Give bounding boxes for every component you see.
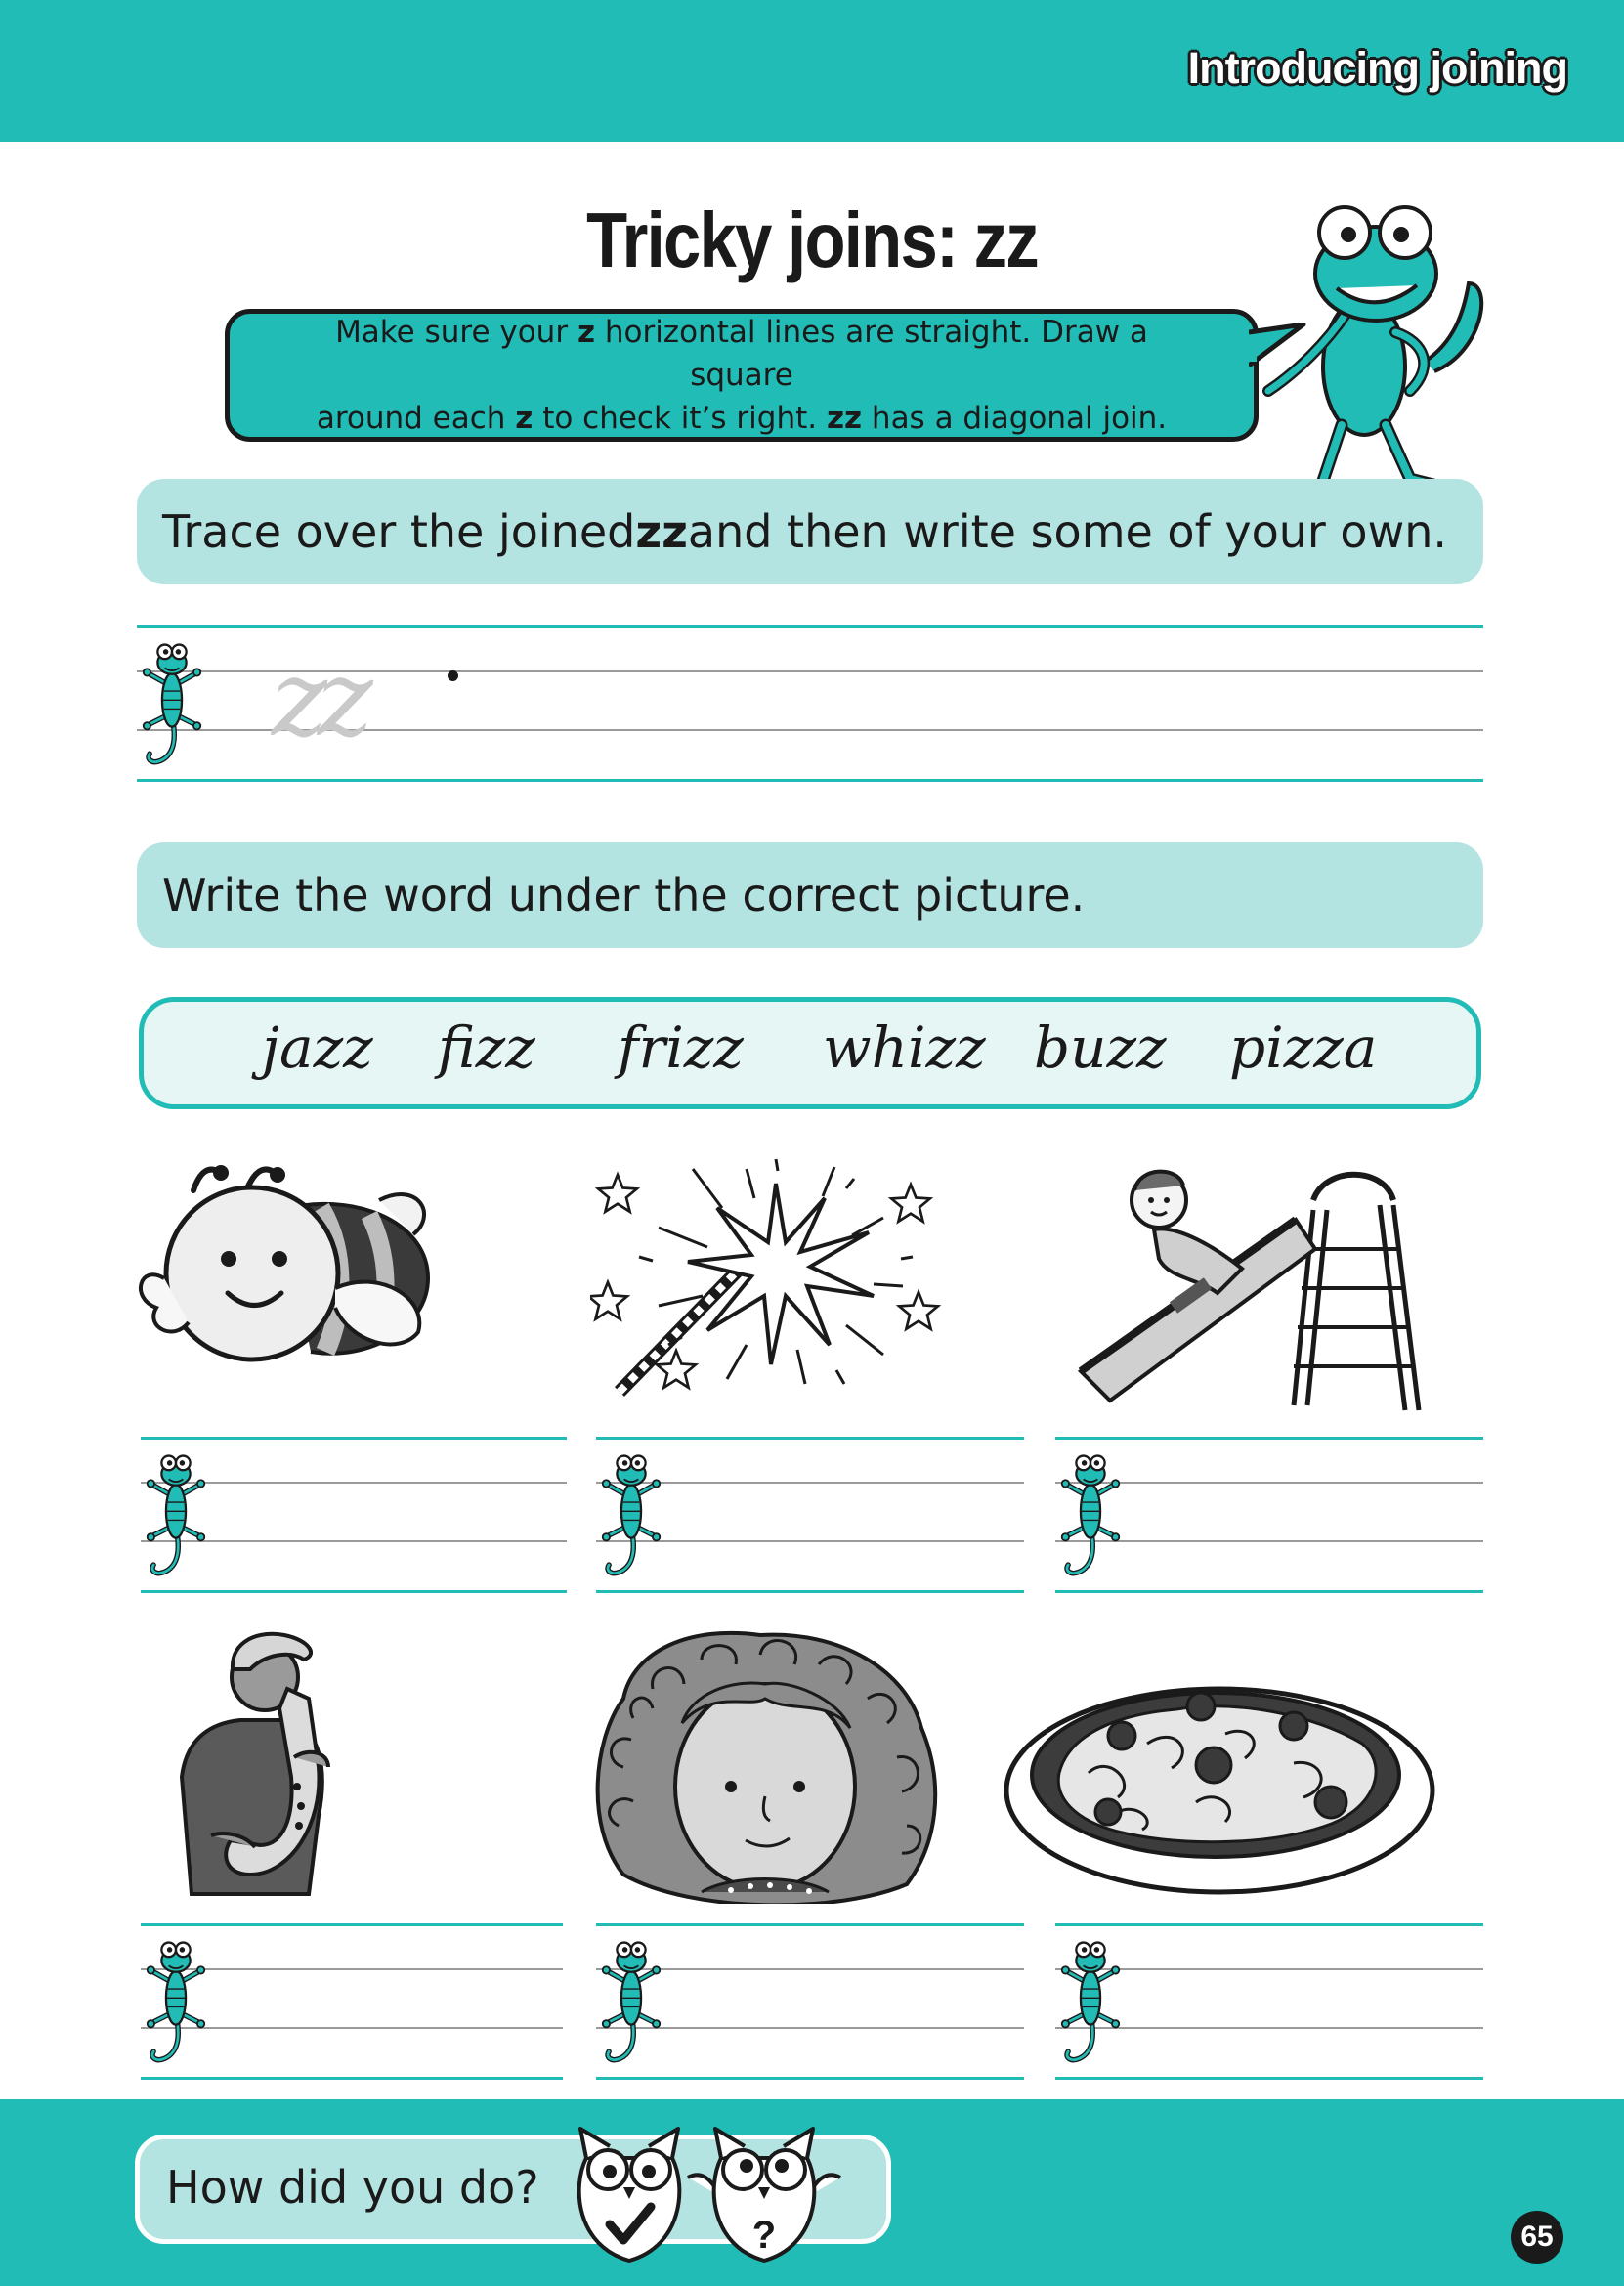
tip-text xyxy=(288,311,1195,440)
owl-tick-icon[interactable] xyxy=(567,2119,692,2265)
tip-text-part: around each xyxy=(316,401,516,436)
gecko-icon xyxy=(600,1441,662,1587)
tip-text-part: horizontal lines are straight. Draw a square xyxy=(594,315,1148,393)
word-whizz: whizz xyxy=(823,1014,986,1081)
start-dot xyxy=(448,670,458,681)
tip-text-bold: zz xyxy=(826,401,863,436)
answer-lines-5[interactable] xyxy=(596,1923,1024,2080)
slide-icon xyxy=(1071,1161,1442,1415)
ruled-line xyxy=(137,779,1483,782)
answer-lines-6[interactable] xyxy=(1055,1923,1483,2080)
trace-instruction xyxy=(137,479,1483,584)
instruction-text: and then write some of your own. xyxy=(687,505,1447,558)
gecko-icon xyxy=(1059,1927,1122,2074)
answer-lines-3[interactable] xyxy=(1055,1437,1483,1593)
gecko-icon xyxy=(141,629,203,776)
ruled-line xyxy=(1055,2077,1483,2080)
ruled-line xyxy=(1055,1923,1483,1926)
ruled-line xyxy=(141,2077,563,2080)
tip-text-bold: z xyxy=(515,401,534,436)
word-instruction: Write the word under the correct picture. xyxy=(137,842,1483,948)
page-number: 65 xyxy=(1511,2211,1563,2264)
page-title: Tricky joins: zz xyxy=(586,196,1038,283)
ruled-line xyxy=(1055,1590,1483,1593)
saxophone-icon xyxy=(172,1630,367,1896)
ruled-line xyxy=(141,1437,567,1440)
ruled-line xyxy=(596,2077,1024,2080)
svg-text:?: ? xyxy=(751,2214,777,2257)
tip-text-part: has a diagonal join. xyxy=(862,401,1168,436)
sparkler-icon xyxy=(590,1149,942,1403)
curly-hair-icon xyxy=(594,1630,940,1904)
trace-zz-text: zz xyxy=(272,638,363,760)
ruled-line xyxy=(141,1923,563,1926)
gecko-icon xyxy=(145,1441,207,1587)
review-text: How did you do? xyxy=(166,2161,539,2214)
instruction-bold: zz xyxy=(635,505,688,558)
ruled-line xyxy=(1055,1437,1483,1440)
pizza-icon xyxy=(1001,1665,1438,1896)
answer-lines-4[interactable] xyxy=(141,1923,563,2080)
ruled-line xyxy=(596,1437,1024,1440)
owl-question-icon[interactable] xyxy=(686,2119,842,2265)
word-frizz: frizz xyxy=(618,1014,744,1081)
word-pizza: pizza xyxy=(1229,1014,1378,1081)
tip-text-part: Make sure your xyxy=(335,315,577,350)
gecko-icon xyxy=(145,1927,207,2074)
tip-text-bold: z xyxy=(577,315,595,350)
ruled-line xyxy=(137,625,1483,628)
ruled-line xyxy=(596,1590,1024,1593)
section-label: Introducing joining xyxy=(1187,43,1567,93)
word-fizz: fizz xyxy=(438,1014,535,1081)
gecko-icon xyxy=(1059,1441,1122,1587)
word-buzz: buzz xyxy=(1034,1014,1167,1081)
answer-lines-1[interactable] xyxy=(141,1437,567,1593)
tip-bubble xyxy=(225,309,1259,442)
ruled-line xyxy=(141,1590,567,1593)
gecko-icon xyxy=(600,1927,662,2074)
tip-text-part: to check it’s right. xyxy=(533,401,827,436)
answer-lines-2[interactable] xyxy=(596,1437,1024,1593)
ruled-line xyxy=(596,1923,1024,1926)
bee-icon xyxy=(135,1161,440,1368)
lizard-mascot-icon xyxy=(1239,195,1493,513)
word-jazz: jazz xyxy=(262,1014,373,1081)
instruction-text: Trace over the joined xyxy=(162,505,636,558)
